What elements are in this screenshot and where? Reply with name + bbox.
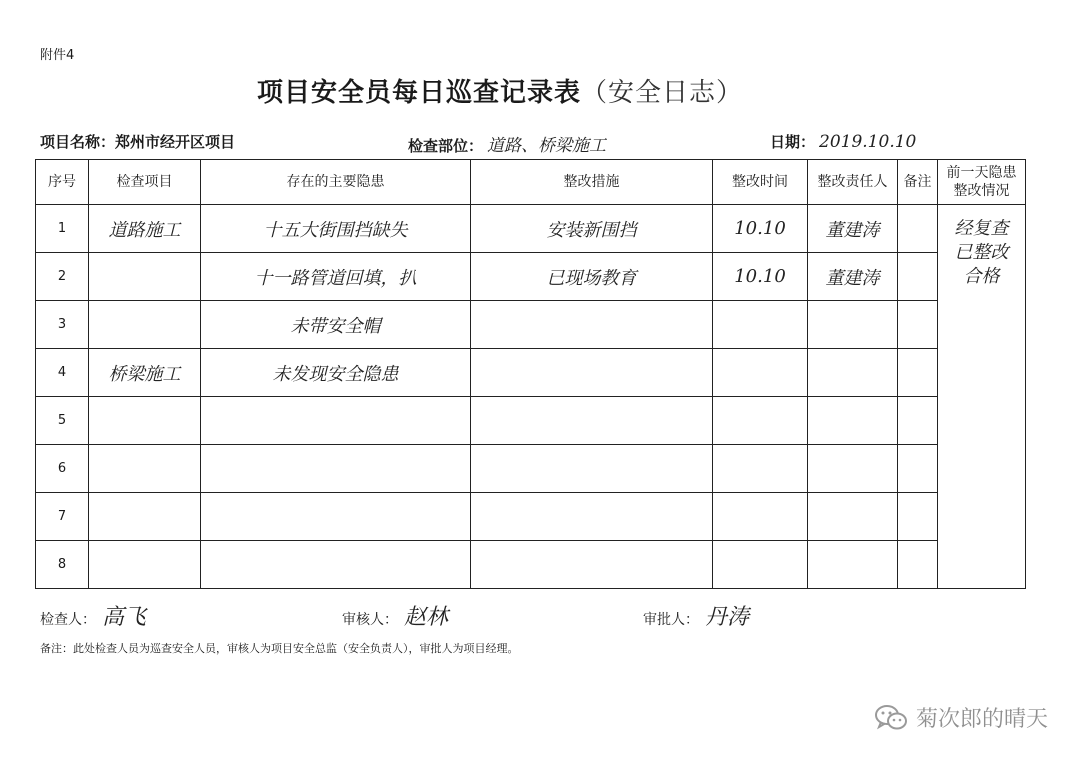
note-cell <box>898 397 938 445</box>
title-suffix: （安全日志） <box>581 78 744 108</box>
table-row <box>36 301 1026 349</box>
location-value: 道路、桥梁施工 <box>487 136 607 156</box>
measure-cell: 安装新围挡 <box>471 205 713 253</box>
project-name: 项目名称：郑州市经开区项目 <box>40 133 236 151</box>
person-cell <box>808 493 898 541</box>
person-cell <box>808 301 898 349</box>
approver-label: 审批人： <box>643 612 699 628</box>
table-row <box>36 397 1026 445</box>
table-header-row <box>36 160 1026 205</box>
hazard-cell <box>201 397 471 445</box>
measure-cell <box>471 445 713 493</box>
check-item-cell: 道路施工 <box>89 205 201 253</box>
table-row <box>36 205 1026 253</box>
time-cell <box>713 541 808 589</box>
time-cell <box>713 301 808 349</box>
check-item-cell <box>89 445 201 493</box>
hazard-cell <box>201 445 471 493</box>
col-header-item: 检查项目 <box>89 160 201 205</box>
time-cell: 10.10 <box>713 253 808 301</box>
previous-status-cell <box>938 205 1026 589</box>
row-number: 8 <box>36 541 89 589</box>
hazard-cell: 十一路管道回填，扒 <box>201 253 471 301</box>
inspector-signature <box>40 600 146 631</box>
time-cell: 10.10 <box>713 205 808 253</box>
measure-cell <box>471 349 713 397</box>
approver-signature <box>643 600 749 631</box>
attachment-label: 附件4 <box>40 48 75 63</box>
person-cell <box>808 445 898 493</box>
check-item-cell <box>89 493 201 541</box>
table-row <box>36 445 1026 493</box>
table-row <box>36 253 1026 301</box>
wechat-icon <box>874 704 908 732</box>
note-cell <box>898 493 938 541</box>
previous-status-line: 合格 <box>963 266 1000 287</box>
watermark-text: 菊次郎的晴天 <box>915 707 1048 732</box>
check-item-cell: 桥梁施工 <box>89 349 201 397</box>
col-header-no: 序号 <box>36 160 89 205</box>
measure-cell <box>471 493 713 541</box>
title-main: 项目安全员每日巡查记录表 <box>256 78 581 108</box>
note-cell <box>898 301 938 349</box>
row-number: 1 <box>36 205 89 253</box>
col-header-measure: 整改措施 <box>471 160 713 205</box>
person-cell <box>808 397 898 445</box>
reviewer-signature <box>342 600 448 631</box>
inspection-location <box>408 131 606 156</box>
check-item-cell <box>89 301 201 349</box>
page-title <box>0 72 1000 109</box>
reviewer-handwritten-name: 赵林 <box>404 605 449 630</box>
inspection-date <box>770 131 916 152</box>
table-row <box>36 349 1026 397</box>
footnote: 备注：此处检查人员为巡查安全人员，审核人为项目安全总监（安全负责人），审批人为项目经理。 <box>40 642 519 655</box>
time-cell <box>713 445 808 493</box>
inspector-label: 检查人： <box>40 612 96 628</box>
measure-cell <box>471 397 713 445</box>
col-header-note: 备注 <box>898 160 938 205</box>
row-number: 3 <box>36 301 89 349</box>
note-cell <box>898 541 938 589</box>
row-number: 6 <box>36 445 89 493</box>
table-row <box>36 541 1026 589</box>
previous-status-line: 经复查 <box>954 218 1009 239</box>
watermark <box>874 702 1048 733</box>
hazard-cell: 未带安全帽 <box>201 301 471 349</box>
note-cell <box>898 205 938 253</box>
time-cell <box>713 397 808 445</box>
check-item-cell <box>89 253 201 301</box>
table-row <box>36 493 1026 541</box>
note-cell <box>898 445 938 493</box>
date-label: 日期： <box>770 133 816 151</box>
note-cell <box>898 349 938 397</box>
row-number: 5 <box>36 397 89 445</box>
measure-cell <box>471 301 713 349</box>
approver-handwritten-name: 丹涛 <box>705 605 750 630</box>
col-header-previous-status: 前一天隐患 整改情况 <box>938 160 1026 205</box>
row-number: 4 <box>36 349 89 397</box>
time-cell <box>713 349 808 397</box>
check-item-cell <box>89 541 201 589</box>
measure-cell: 已现场教育 <box>471 253 713 301</box>
measure-cell <box>471 541 713 589</box>
time-cell <box>713 493 808 541</box>
col-header-time: 整改时间 <box>713 160 808 205</box>
col-header-hazard: 存在的主要隐患 <box>201 160 471 205</box>
person-cell: 董建涛 <box>808 253 898 301</box>
inspection-table <box>35 159 1026 589</box>
check-item-cell <box>89 397 201 445</box>
row-number: 7 <box>36 493 89 541</box>
hazard-cell <box>201 541 471 589</box>
person-cell: 董建涛 <box>808 205 898 253</box>
reviewer-label: 审核人： <box>342 612 398 628</box>
note-cell <box>898 253 938 301</box>
hazard-cell: 十五大街围挡缺失 <box>201 205 471 253</box>
inspector-handwritten-name: 高飞 <box>102 605 147 630</box>
col-header-person: 整改责任人 <box>808 160 898 205</box>
location-label: 检查部位： <box>408 137 484 155</box>
person-cell <box>808 541 898 589</box>
person-cell <box>808 349 898 397</box>
date-value: 2019.10.10 <box>819 132 917 152</box>
hazard-cell: 未发现安全隐患 <box>201 349 471 397</box>
row-number: 2 <box>36 253 89 301</box>
previous-status-line: 已整改 <box>954 242 1009 263</box>
hazard-cell <box>201 493 471 541</box>
